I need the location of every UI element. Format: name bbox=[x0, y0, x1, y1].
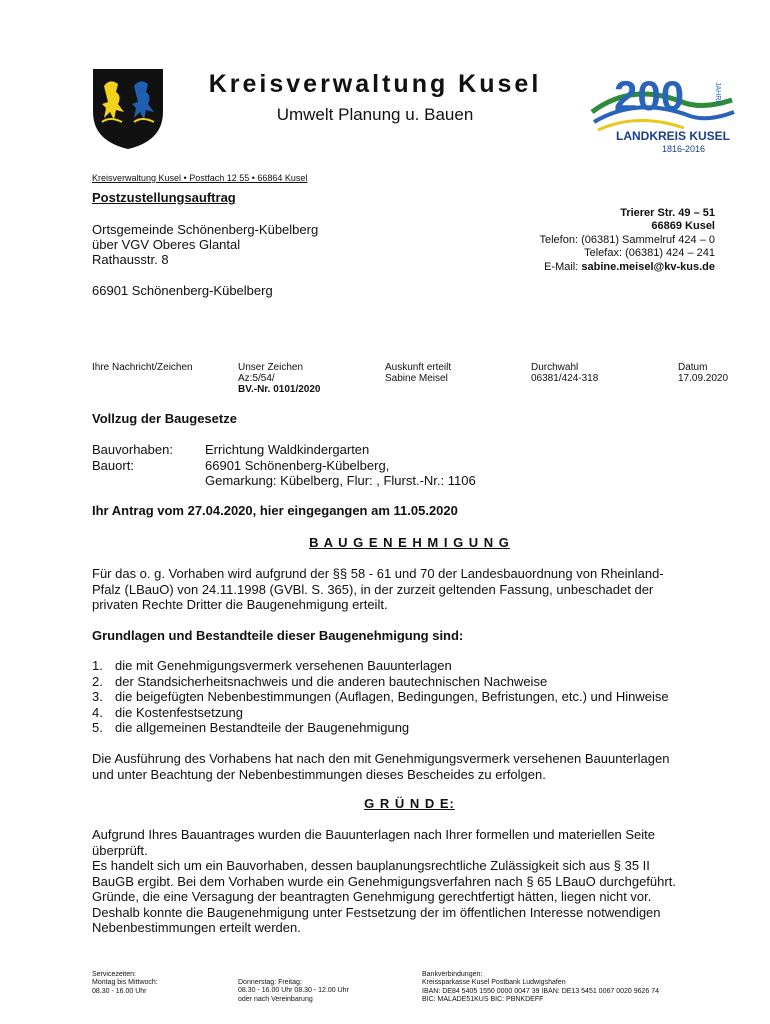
bank-bic: BIC: MALADE51KUS BIC: PBNKDEFF bbox=[422, 995, 544, 1003]
bank-iban: IBAN: DE84 5405 1550 0000 0047 39 IBAN: DE13 5451 0067 0020 9626 74 bbox=[422, 987, 660, 995]
reasons-line: Gründe, die eine Versagung der beantragten Genehmigung gerechtfertigt hätten, liegen nicht vor. bbox=[92, 889, 652, 904]
your-reference bbox=[92, 362, 193, 373]
dial-value: 06381/424-318 bbox=[531, 373, 599, 384]
footer-thu-fri bbox=[238, 979, 349, 1004]
our-ref-value: Az:5/54/ bbox=[238, 373, 275, 384]
contact-street: Trierer Str. 49 – 51 bbox=[620, 207, 715, 219]
info-reference bbox=[385, 362, 451, 384]
project-details bbox=[92, 442, 476, 489]
date-value: 17.09.2020 bbox=[678, 373, 729, 384]
reasons-line: Aufgrund Ihres Bauantrages wurden die Bauunterlagen nach Ihrer formellen und materiellen Seite bbox=[92, 827, 655, 842]
execution-line: und unter Beachtung der Nebenbestimmungen dieses Bescheides zu erfolgen. bbox=[92, 766, 546, 782]
location-value: 66901 Schönenberg-Kübelberg, bbox=[205, 457, 390, 473]
our-ref-label: Unser Zeichen bbox=[238, 362, 304, 373]
email-label: E-Mail: bbox=[544, 260, 579, 273]
jubilee-logo bbox=[588, 62, 738, 158]
service-label: Servicezeiten: bbox=[92, 971, 136, 978]
dial-reference bbox=[531, 362, 598, 384]
thu-fri-hours: 08.30 - 16.00 Uhr 08.30 - 12.00 Uhr bbox=[238, 987, 349, 995]
recipient-address bbox=[92, 222, 318, 298]
recipient-line: über VGV Oberes Glantal bbox=[92, 237, 241, 252]
bank-label: Bankverbindungen: bbox=[422, 971, 483, 978]
location-label: Bauort: bbox=[92, 457, 134, 473]
contact-phone: Telefon: (06381) Sammelruf 424 – 0 bbox=[539, 233, 715, 246]
list-item: 1. die mit Genehmigungsvermerk versehenen Bauunterlagen bbox=[92, 658, 452, 673]
permit-line: privaten Rechte Dritter die Baugenehmigung erteilt. bbox=[92, 597, 388, 612]
basis-list bbox=[92, 658, 669, 736]
application-line: Ihr Antrag vom 27.04.2020, hier eingegangen am 11.05.2020 bbox=[92, 503, 458, 518]
execution-line: Die Ausführung des Vorhabens hat nach den mit Genehmigungsvermerk versehenen Bauunterlagen bbox=[92, 751, 670, 766]
appointment-note: oder nach Vereinbarung bbox=[238, 995, 313, 1003]
reasons-line: Es handelt sich um ein Bauvorhaben, dessen bauplanungsrechtliche Zulässigkeit sich aus § 35 II bbox=[92, 858, 650, 873]
reasons-line: BauGB ergibt. Bei dem Vorhaben wurde ein Genehmigungsverfahren nach § 65 LBauO durchgeführt. bbox=[92, 873, 676, 889]
department-subtitle: Umwelt Planung u. Bauen bbox=[276, 105, 474, 124]
reasons-line: überprüft. bbox=[92, 842, 148, 858]
list-item: 2. der Standsicherheitsnachweis und die anderen bautechnischen Nachweise bbox=[92, 673, 548, 689]
permit-line: Pfalz (LBauO) von 24.11.1998 (GVBl. S. 365), in der zurzeit geltenden Fassung, unbeschadet der bbox=[92, 581, 654, 597]
list-item: 5. die allgemeinen Bestandteile der Baugenehmigung bbox=[92, 720, 410, 735]
location-value: Gemarkung: Kübelberg, Flur: , Flurst.-Nr.: 1106 bbox=[205, 473, 476, 488]
jubilee-number: 200 bbox=[614, 72, 685, 119]
dial-label: Durchwahl bbox=[531, 362, 579, 373]
email-link[interactable]: sabine.meisel@kv-kus.de bbox=[581, 260, 715, 273]
list-item: 3. die beigefügten Nebenbestimmungen (Auflagen, Bedingungen, Befristungen, etc.) und Hinweise bbox=[92, 689, 669, 704]
recipient-line: Ortsgemeinde Schönenberg-Kübelberg bbox=[92, 222, 319, 237]
date-reference bbox=[678, 362, 728, 384]
permit-line: Für das o. g. Vorhaben wird aufgrund der §§ 58 - 61 und 70 der Landesbauordnung von Rheinland- bbox=[92, 566, 664, 581]
basis-heading: Grundlagen und Bestandteile dieser Baugenehmigung sind: bbox=[92, 628, 464, 643]
reasons-heading: G R Ü N D E: bbox=[364, 796, 455, 811]
contact-city: 66869 Kusel bbox=[651, 220, 715, 233]
page-title: Kreisverwaltung Kusel bbox=[208, 70, 542, 98]
permit-heading: B A U G E N E H M I G U N G bbox=[309, 535, 510, 550]
thu-fri-label: Donnerstag: Freitag: bbox=[238, 979, 302, 986]
project-label: Bauvorhaben: bbox=[92, 442, 173, 457]
coat-of-arms-logo bbox=[90, 66, 166, 150]
section-heading: Vollzug der Baugesetze bbox=[92, 411, 237, 426]
mon-wed-label: Montag bis Mittwoch: bbox=[92, 979, 158, 987]
info-label: Auskunft erteilt bbox=[385, 362, 452, 373]
sender-line: Kreisverwaltung Kusel • Postfach 12 55 • 66864 Kusel bbox=[92, 173, 308, 183]
contact-block bbox=[540, 207, 716, 274]
bank-names: Kreissparkasse Kusel Postbank Ludwigshafen bbox=[422, 979, 566, 987]
date-label: Datum bbox=[678, 362, 708, 373]
jubilee-text: LANDKREIS KUSEL bbox=[616, 129, 731, 143]
jubilee-years: 1816-2016 bbox=[662, 144, 706, 154]
execution-text bbox=[92, 751, 669, 782]
info-value: Sabine Meisel bbox=[385, 373, 448, 384]
contact-email-row bbox=[540, 261, 716, 274]
document-type: Postzustellungsauftrag bbox=[92, 190, 236, 205]
reasons-text bbox=[92, 827, 676, 936]
reasons-line: Nebenbestimmungen erteilt werden. bbox=[92, 920, 301, 935]
list-item: 4. die Kostenfestsetzung bbox=[92, 704, 243, 720]
our-reference bbox=[238, 362, 320, 395]
permit-text bbox=[92, 566, 664, 613]
footer-service-hours bbox=[92, 971, 158, 996]
mon-wed-hours: 08.30 - 16.00 Uhr bbox=[92, 987, 147, 995]
project-value: Errichtung Waldkindergarten bbox=[205, 442, 370, 457]
your-ref-label: Ihre Nachricht/Zeichen bbox=[92, 362, 193, 373]
contact-fax: Telefax: (06381) 424 – 241 bbox=[584, 247, 715, 260]
reasons-line: Deshalb konnte die Baugenehmigung unter Festsetzung der im öffentlichen Interesse notwendigen bbox=[92, 904, 661, 920]
our-ref-bv: BV.-Nr. 0101/2020 bbox=[238, 384, 321, 395]
footer-bank bbox=[422, 971, 659, 1004]
recipient-line: 66901 Schönenberg-Kübelberg bbox=[92, 283, 273, 298]
jubilee-word: JAHRE bbox=[714, 82, 721, 105]
recipient-line: Rathausstr. 8 bbox=[92, 252, 169, 267]
